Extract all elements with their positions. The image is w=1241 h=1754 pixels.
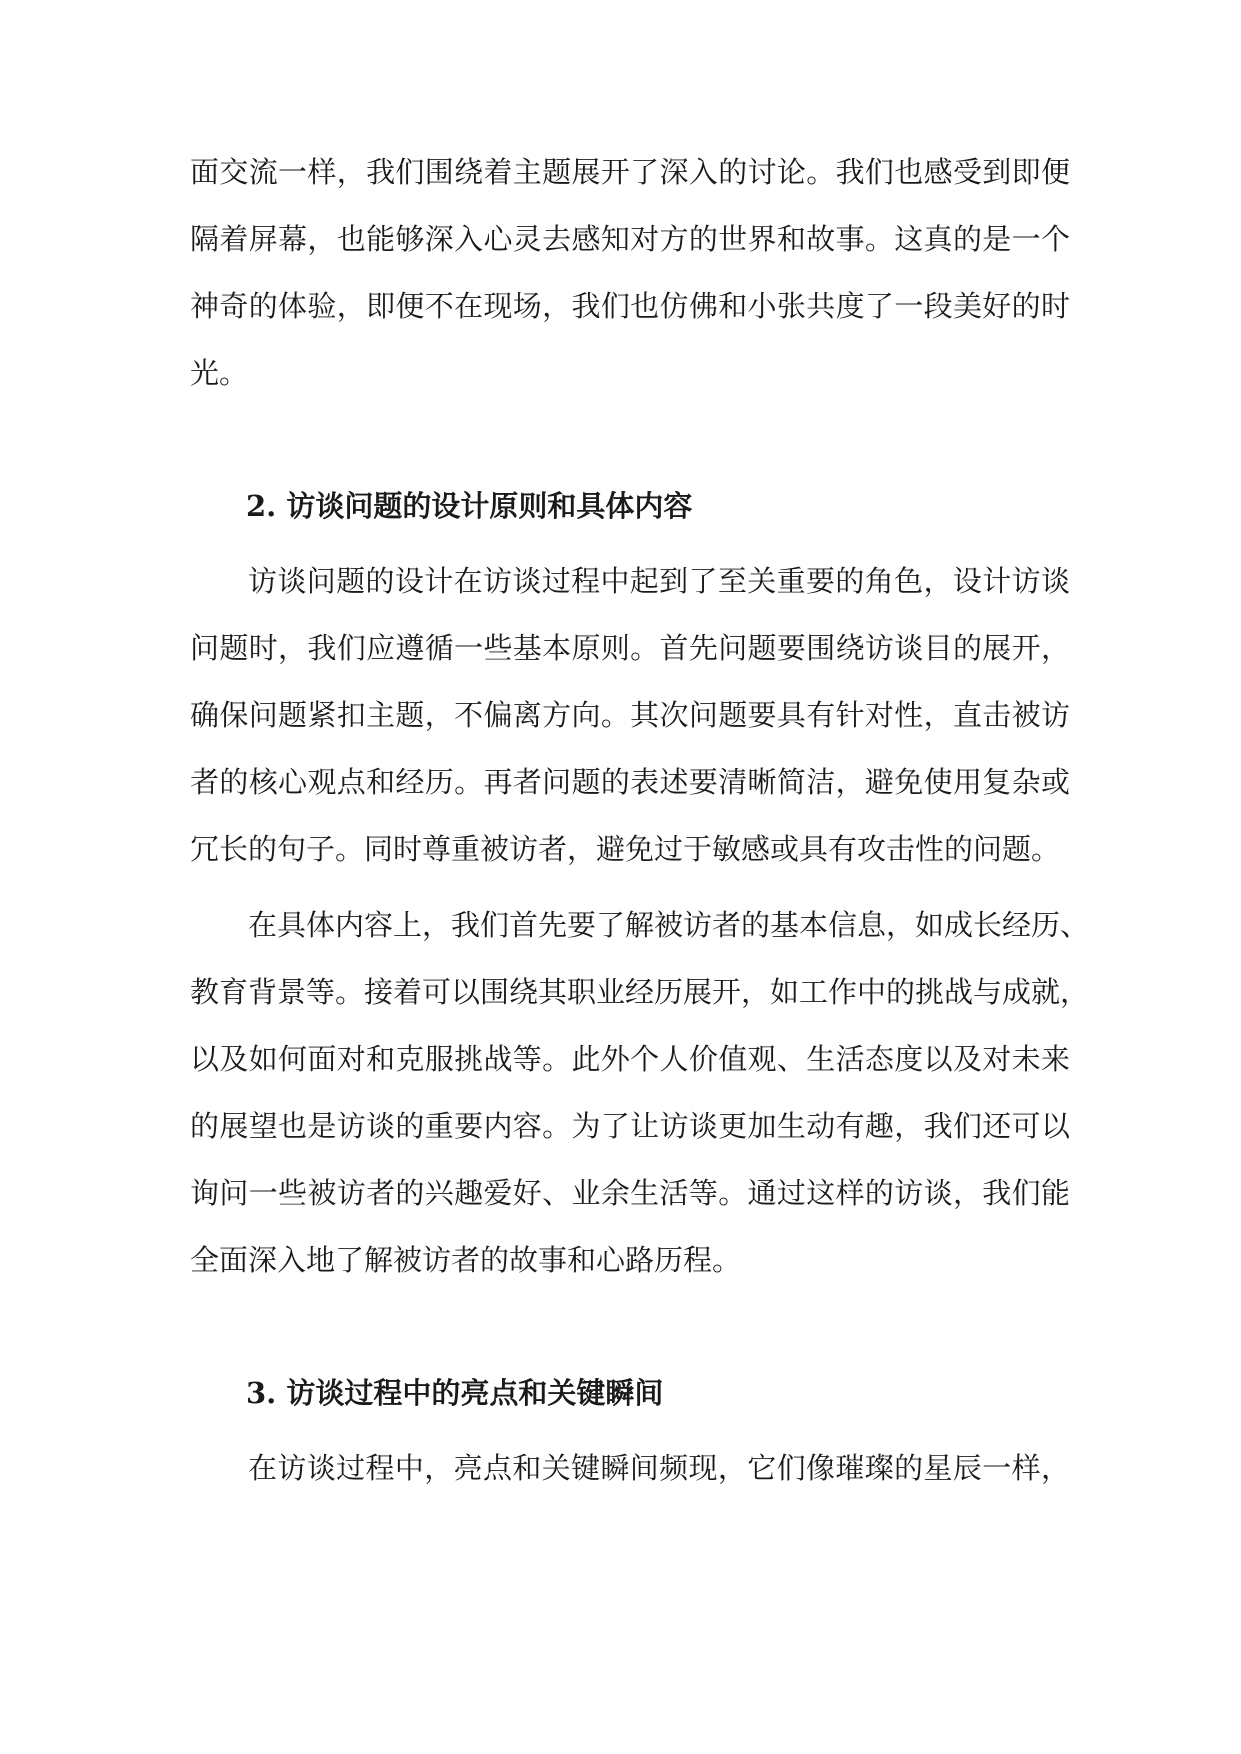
section-2-para-b-line-4: 的展望也是访谈的重要内容。为了让访谈更加生动有趣，我们还可以 <box>190 1109 1070 1143</box>
section-3-heading: 3. 访谈过程中的亮点和关键瞬间 <box>246 1376 664 1410</box>
paragraph-1-line-1: 面交流一样，我们围绕着主题展开了深入的讨论。我们也感受到即便 <box>190 155 1070 189</box>
section-3-para-a-line-1: 在访谈过程中，亮点和关键瞬间频现，它们像璀璨的星辰一样， <box>248 1451 1070 1485</box>
section-2-para-a-line-4: 者的核心观点和经历。再者问题的表述要清晰简洁，避免使用复杂或 <box>190 765 1070 799</box>
section-2-para-a-line-2: 问题时，我们应遵循一些基本原则。首先问题要围绕访谈目的展开， <box>190 631 1070 665</box>
section-2-para-a-line-1: 访谈问题的设计在访谈过程中起到了至关重要的角色，设计访谈 <box>248 564 1070 598</box>
paragraph-1-line-4: 光。 <box>190 356 249 390</box>
section-2-heading: 2. 访谈问题的设计原则和具体内容 <box>246 489 693 523</box>
section-2-para-b-line-6: 全面深入地了解被访者的故事和心路历程。 <box>190 1243 742 1277</box>
section-2-para-a-line-5: 冗长的句子。同时尊重被访者，避免过于敏感或具有攻击性的问题。 <box>190 832 1061 866</box>
paragraph-1-line-2: 隔着屏幕，也能够深入心灵去感知对方的世界和故事。这真的是一个 <box>190 222 1070 256</box>
section-2-para-b-line-2: 教育背景等。接着可以围绕其职业经历展开，如工作中的挑战与成就， <box>190 975 1090 1009</box>
section-2-para-b-line-5: 询问一些被访者的兴趣爱好、业余生活等。通过这样的访谈，我们能 <box>190 1176 1070 1210</box>
paragraph-1-line-3: 神奇的体验，即便不在现场，我们也仿佛和小张共度了一段美好的时 <box>190 289 1070 323</box>
section-2-para-b-line-1: 在具体内容上，我们首先要了解被访者的基本信息，如成长经历、 <box>248 908 1090 942</box>
section-2-para-b-line-3: 以及如何面对和克服挑战等。此外个人价值观、生活态度以及对未来 <box>190 1042 1070 1076</box>
section-2-para-a-line-3: 确保问题紧扣主题，不偏离方向。其次问题要具有针对性，直击被访 <box>190 698 1070 732</box>
